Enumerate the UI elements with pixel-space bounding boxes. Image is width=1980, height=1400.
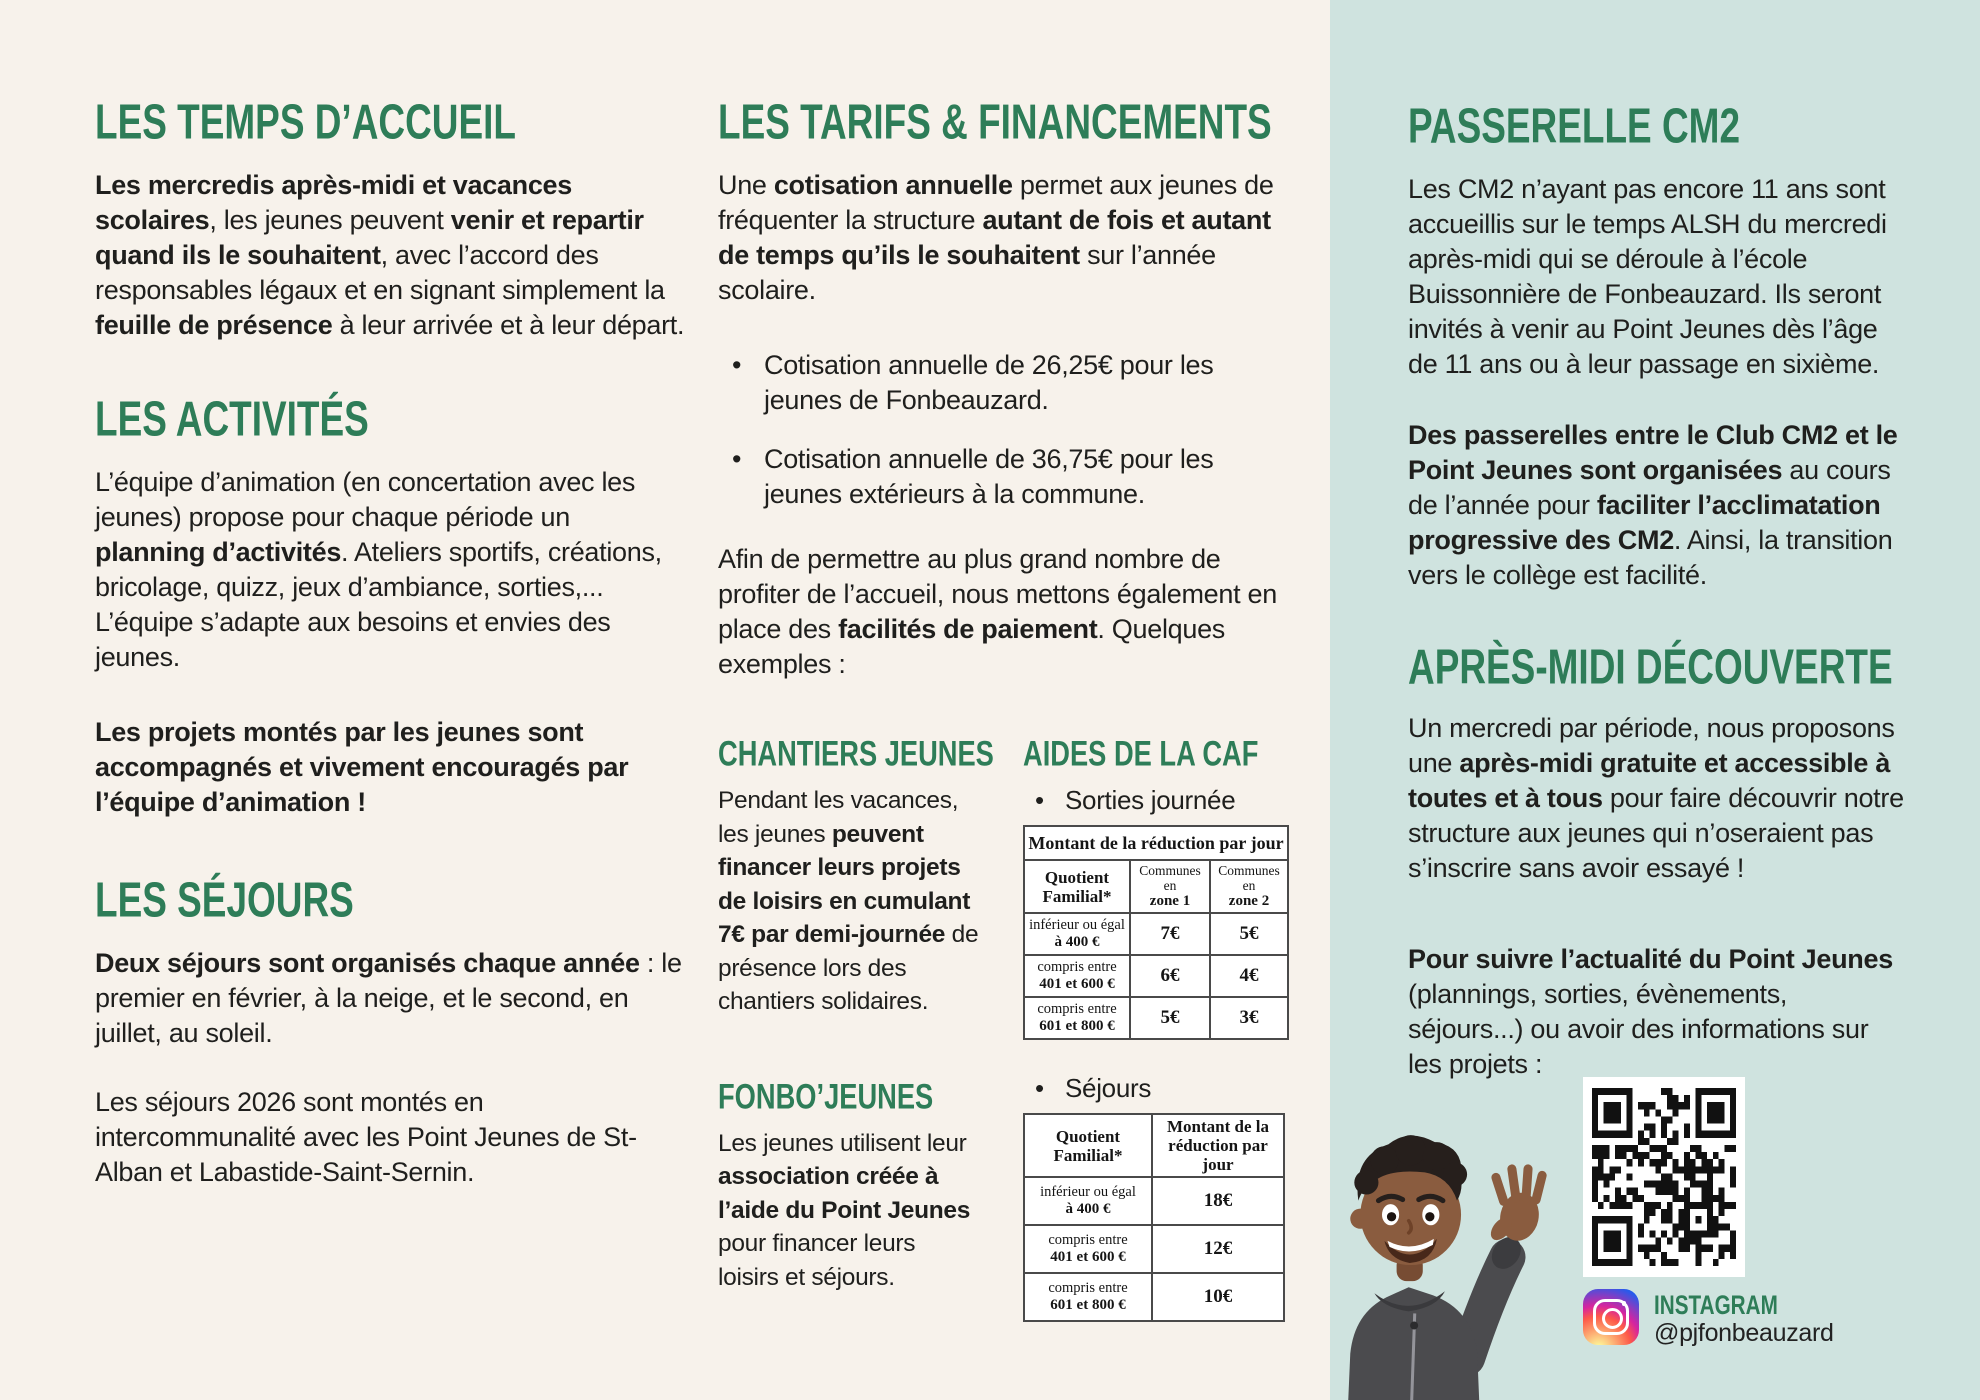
paragraph: Une cotisation annuelle permet aux jeunes de fréquenter la structure autant de fois et autant de temps qu’ils le souhaitent sur l’année scolaire. bbox=[718, 170, 1274, 305]
table-cell: 10€ bbox=[1152, 1273, 1284, 1321]
subheading-aides-caf: AIDES DE LA CAF bbox=[1023, 733, 1259, 774]
list-item: • Cotisation annuelle de 36,75€ pour les jeunes extérieurs à la commune. bbox=[724, 442, 1296, 512]
table-header-cell: Quotient Familial* bbox=[1024, 1114, 1152, 1177]
instagram-label: INSTAGRAM bbox=[1654, 1290, 1778, 1320]
left-column bbox=[95, 93, 687, 1190]
subheading-chantiers-jeunes: CHANTIERS JEUNES bbox=[718, 733, 994, 774]
table-title-cell: Montant de la réduction par jour bbox=[1024, 826, 1288, 860]
section-heading-sejours: LES SÉJOURS bbox=[95, 871, 354, 928]
table-cell: inférieur ou égal à 400 € bbox=[1024, 913, 1130, 955]
table-row bbox=[1024, 1177, 1284, 1225]
cotisation-list bbox=[724, 348, 1296, 512]
caf-bullet-label: Sorties journée bbox=[1065, 785, 1236, 815]
table-row bbox=[1024, 1225, 1284, 1273]
table-header-cell: Quotient Familial* bbox=[1024, 860, 1130, 913]
paragraph: Afin de permettre au plus grand nombre de profiter de l’accueil, nous mettons également en place des facilités de paiement. Quelques exemples : bbox=[718, 544, 1277, 679]
paragraph: Les CM2 n’ayant pas encore 11 ans sont accueillis sur le temps ALSH du mercredi après-midi qui se déroule à l’école Buissonnière de Fonbeauzard. Ils seront invités à venir au Point Jeunes dès l’âge de 11 ans ou à leur passage en sixième. bbox=[1408, 174, 1887, 379]
table-row bbox=[1024, 997, 1288, 1039]
table-cell: 7€ bbox=[1130, 913, 1210, 955]
table-cell: 5€ bbox=[1210, 913, 1288, 955]
table-cell: compris entre 401 et 600 € bbox=[1024, 955, 1130, 997]
paragraph: Les projets montés par les jeunes sont accompagnés et vivement encouragés par l’équipe d’animation ! bbox=[95, 717, 629, 817]
chantiers-subcolumn bbox=[718, 733, 994, 1322]
paragraph: L’équipe d’animation (en concertation avec les jeunes) propose pour chaque période un planning d’activités. Ateliers sportifs, créations, bricolage, quizz, jeux d’ambiance, sorties,... L’équipe s’adapte aux besoins et envies des jeunes. bbox=[95, 467, 662, 672]
section-heading-activites: LES ACTIVITÉS bbox=[95, 390, 369, 447]
section-heading-tarifs: LES TARIFS & FINANCEMENTS bbox=[718, 93, 1272, 150]
instagram-text bbox=[1654, 1289, 1834, 1349]
caf-sejours-table bbox=[1023, 1113, 1285, 1322]
paragraph: Deux séjours sont organisés chaque année : le premier en février, à la neige, et le second, en juillet, au soleil. bbox=[95, 948, 682, 1048]
paragraph: Des passerelles entre le Club CM2 et le Point Jeunes sont organisées au cours de l’année pour faciliter l’acclimatation progressive des CM2. Ainsi, la transition vers le collège est facilité. bbox=[1408, 420, 1898, 590]
section-heading-apres-midi-decouverte: APRÈS-MIDI DÉCOUVERTE bbox=[1408, 638, 1893, 695]
table-cell: compris entre 401 et 600 € bbox=[1024, 1225, 1152, 1273]
table-header-cell: Montant de la réduction par jour bbox=[1152, 1114, 1284, 1177]
caf-bullet-sejours bbox=[1029, 1072, 1296, 1105]
right-column bbox=[1408, 97, 1908, 1082]
paragraph: Pour suivre l’actualité du Point Jeunes (plannings, sorties, évènements, séjours...) ou avoir des informations sur les projets : bbox=[1408, 944, 1893, 1079]
section-heading-passerelle-cm2: PASSERELLE CM2 bbox=[1408, 97, 1741, 154]
paragraph: Les séjours 2026 sont montés en intercommunalité avec les Point Jeunes de St-Alban et Labastide-Saint-Sernin. bbox=[95, 1087, 637, 1187]
instagram-handle: @pjfonbeauzard bbox=[1654, 1319, 1834, 1347]
memoji-waving-boy-illustration bbox=[1348, 1116, 1560, 1400]
caf-bullet-sorties bbox=[1029, 784, 1296, 817]
paragraph: Les mercredis après-midi et vacances scolaires, les jeunes peuvent venir et repartir quand ils le souhaitent, avec l’accord des responsables légaux et en signant simplement la feuille de présence à leur arrivée et à leur départ. bbox=[95, 170, 685, 340]
qr-code bbox=[1583, 1077, 1745, 1277]
paragraph: Pendant les vacances, les jeunes peuvent financer leurs projets de loisirs en cumulant 7€ par demi-journée de présence lors des chantiers solidaires. bbox=[718, 787, 979, 1015]
caf-sorties-table bbox=[1023, 825, 1289, 1040]
instagram-icon bbox=[1583, 1289, 1639, 1345]
table-cell: 12€ bbox=[1152, 1225, 1284, 1273]
table-cell: inférieur ou égal à 400 € bbox=[1024, 1177, 1152, 1225]
table-cell: compris entre 601 et 800 € bbox=[1024, 1273, 1152, 1321]
tarifs-subcolumns bbox=[718, 733, 1296, 1322]
table-cell: 18€ bbox=[1152, 1177, 1284, 1225]
caf-subcolumn bbox=[1023, 733, 1296, 1322]
table-cell: 3€ bbox=[1210, 997, 1288, 1039]
middle-column bbox=[718, 93, 1296, 1322]
table-row bbox=[1024, 1273, 1284, 1321]
table-header-cell: Communes en zone 1 bbox=[1130, 860, 1210, 913]
table-cell: 4€ bbox=[1210, 955, 1288, 997]
instagram-block bbox=[1583, 1289, 1834, 1349]
table-header-cell: Communes en zone 2 bbox=[1210, 860, 1288, 913]
table-cell: 5€ bbox=[1130, 997, 1210, 1039]
paragraph: Un mercredi par période, nous proposons une après-midi gratuite et accessible à toutes et à tous pour faire découvrir notre structure aux jeunes qui n’oseraient pas s’inscrire sans avoir essayé ! bbox=[1408, 713, 1904, 883]
paragraph: Les jeunes utilisent leur association créée à l’aide du Point Jeunes pour financer leurs loisirs et séjours. bbox=[718, 1129, 971, 1291]
subheading-fonbo-jeunes: FONBO’JEUNES bbox=[718, 1075, 934, 1117]
table-row bbox=[1024, 913, 1288, 955]
table-row bbox=[1024, 955, 1288, 997]
list-item: • Cotisation annuelle de 26,25€ pour les jeunes de Fonbeauzard. bbox=[724, 348, 1296, 418]
table-cell: compris entre 601 et 800 € bbox=[1024, 997, 1130, 1039]
caf-bullet-label: Séjours bbox=[1065, 1073, 1152, 1103]
section-heading-temps-accueil: LES TEMPS D’ACCUEIL bbox=[95, 93, 516, 150]
table-cell: 6€ bbox=[1130, 955, 1210, 997]
